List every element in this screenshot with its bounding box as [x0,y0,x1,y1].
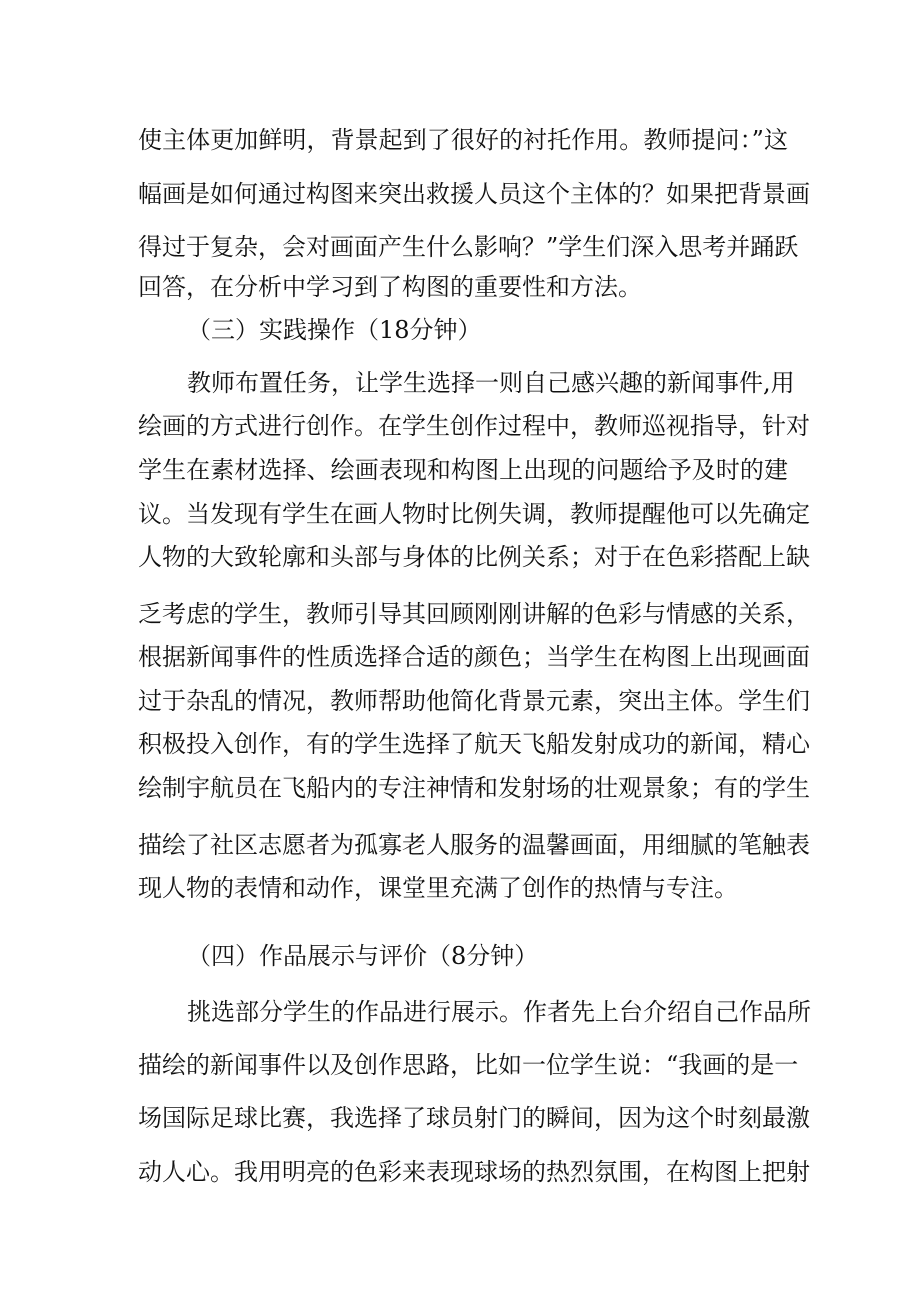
section-heading-4: （四）作品展示与评价（8分钟） [187,942,539,970]
paragraph-2-line-4: 议。当发现有学生在画人物时比例失调，教师提醒他可以先确定 [138,500,810,528]
paragraph-3-line-3: 场国际足球比赛，我选择了球员射门的瞬间，因为这个时刻最激 [138,1104,810,1132]
paragraph-2-line-7: 根据新闻事件的性质选择合适的颜色；当学生在构图上出现画面 [138,643,810,671]
paragraph-2-line-6: 乏考虑的学生，教师引导其回顾刚刚讲解的色彩与情感的关系， [138,600,810,628]
paragraph-2-line-9: 积极投入创作，有的学生选择了航天飞船发射成功的新闻，精心 [138,730,810,758]
paragraph-3-line-2: 描绘的新闻事件以及创作思路，比如一位学生说：“我画的是一 [138,1051,799,1079]
paragraph-1-line-2: 幅画是如何通过构图来突出救援人员这个主体的？如果把背景画 [138,180,810,208]
paragraph-3-line-1: 挑选部分学生的作品进行展示。作者先上台介绍自己作品所 [187,998,811,1026]
paragraph-3-line-4: 动人心。我用明亮的色彩来表现球场的热烈氛围，在构图上把射 [138,1158,810,1186]
paragraph-2-line-5: 人物的大致轮廓和头部与身体的比例关系；对于在色彩搭配上缺 [138,543,810,571]
paragraph-2-line-10: 绘制宇航员在飞船内的专注神情和发射场的壮观景象；有的学生 [138,774,810,802]
paragraph-2-line-8: 过于杂乱的情况，教师帮助他简化背景元素，突出主体。学生们 [138,687,810,715]
paragraph-2-line-2: 绘画的方式进行创作。在学生创作过程中，教师巡视指导，针对 [138,412,810,440]
paragraph-2-line-11: 描绘了社区志愿者为孤寡老人服务的温馨画面，用细腻的笔触表 [138,831,810,859]
section-heading-3: （三）实践操作（18分钟） [187,316,482,344]
paragraph-2-line-1: 教师布置任务，让学生选择一则自己感兴趣的新闻事件,用 [187,369,795,397]
paragraph-2-line-3: 学生在素材选择、绘画表现和构图上出现的问题给予及时的建 [138,456,788,484]
paragraph-1-line-3: 得过于复杂，会对画面产生什么影响？”学生们深入思考并踊跃 [138,233,799,261]
paragraph-2-line-12: 现人物的表情和动作，课堂里充满了创作的热情与专注。 [138,874,738,902]
paragraph-1-line-4: 回答，在分析中学习到了构图的重要性和方法。 [138,273,642,301]
paragraph-1-line-1: 使主体更加鲜明，背景起到了很好的衬托作用。教师提问：”这 [138,126,788,154]
